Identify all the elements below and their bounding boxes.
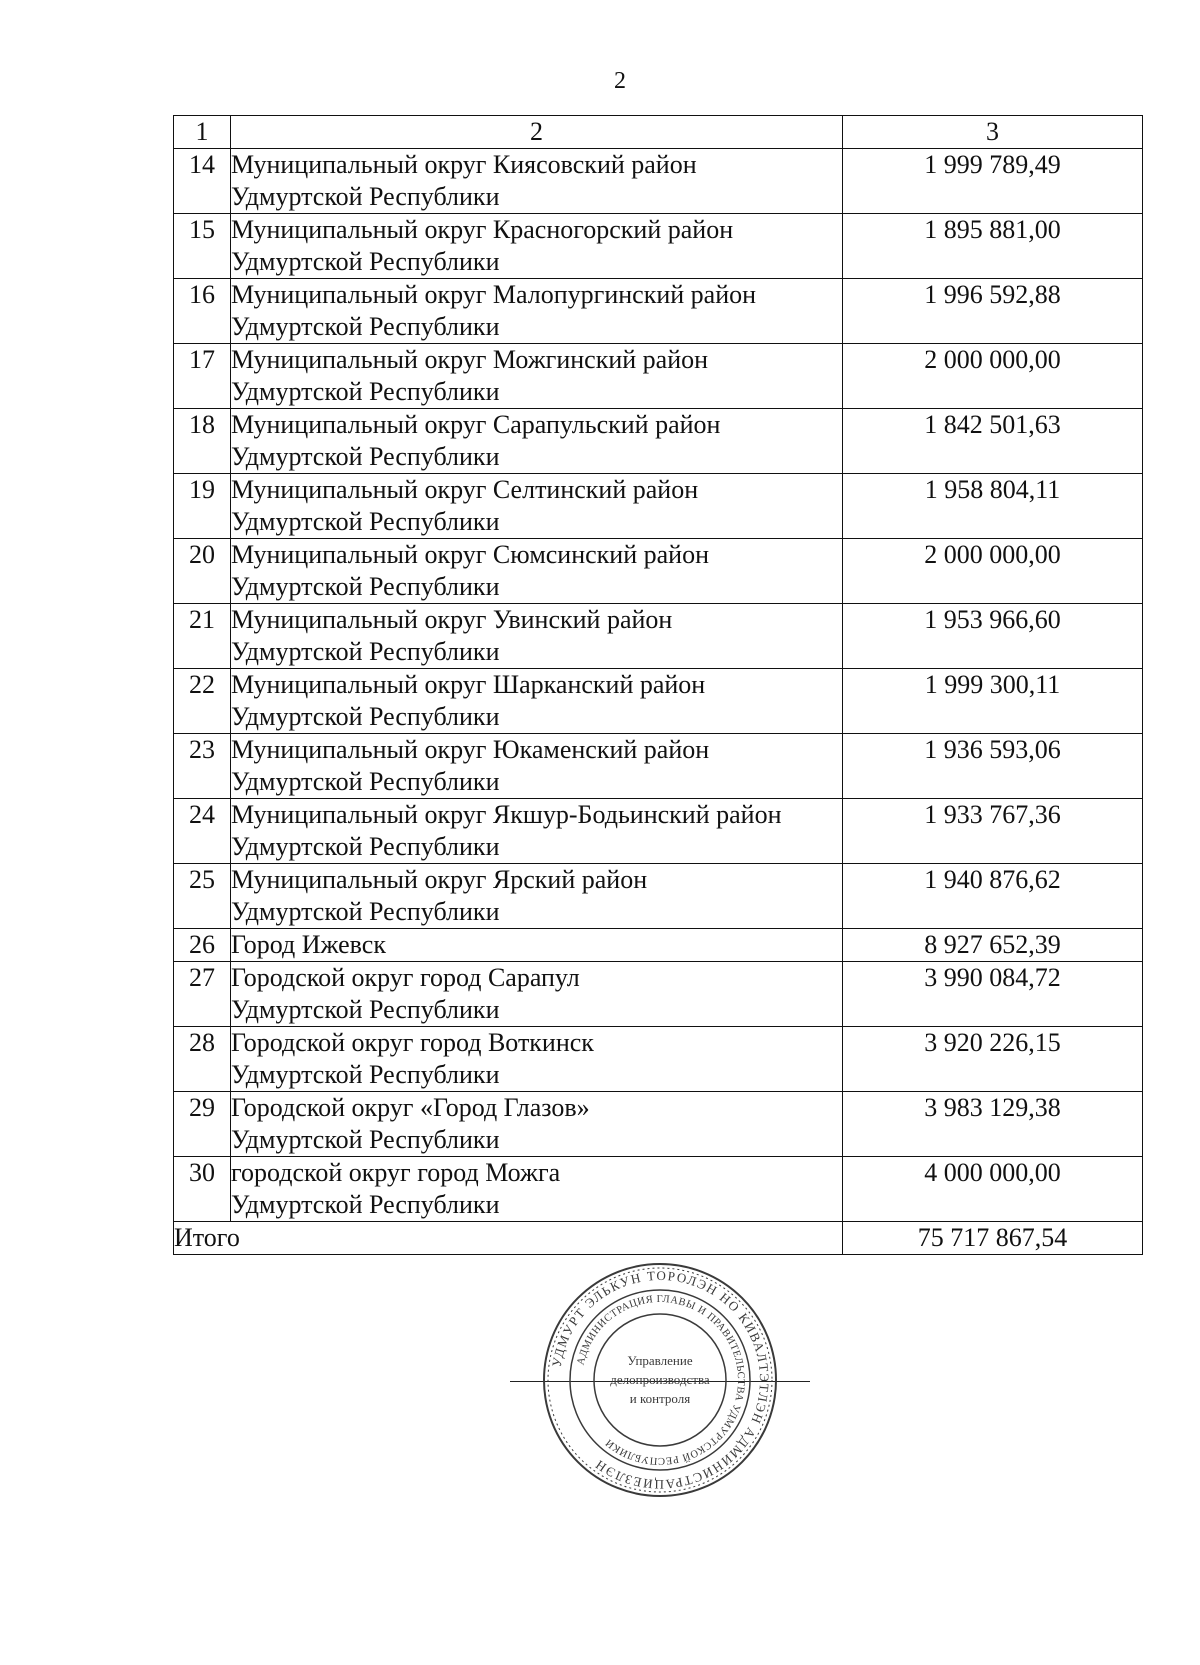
row-name-line-2: Удмуртской Республики (231, 182, 500, 211)
row-name-line-2: Удмуртской Республики (231, 312, 500, 341)
row-amount: 1 999 300,11 (843, 669, 1143, 734)
row-name-line-1: Муниципальный округ Красногорский район (231, 215, 734, 244)
row-number: 23 (174, 734, 231, 799)
row-name (231, 409, 843, 474)
row-name-line-1: Городской округ город Воткинск (231, 1028, 594, 1057)
row-name-line-2: Удмуртской Республики (231, 247, 500, 276)
row-name (231, 734, 843, 799)
row-name-line-1: Муниципальный округ Ярский район (231, 865, 648, 894)
row-amount: 1 936 593,06 (843, 734, 1143, 799)
row-name (231, 864, 843, 929)
row-name-line-1: городской округ город Можга (231, 1158, 561, 1187)
row-name-line-1: Муниципальный округ Можгинский район (231, 345, 709, 374)
row-name-line-2: Удмуртской Республики (231, 1060, 500, 1089)
row-name-line-1: Муниципальный округ Юкаменский район (231, 735, 710, 764)
table-row (174, 474, 1143, 539)
row-amount: 4 000 000,00 (843, 1157, 1143, 1222)
row-name-line-2: Удмуртской Республики (231, 832, 500, 861)
row-name-line-2: Удмуртской Республики (231, 995, 500, 1024)
row-name (231, 279, 843, 344)
row-number: 16 (174, 279, 231, 344)
seal-outer-text: УДМУРТ ЭЛЬКУН ТОРОЛЭН НО КИВАЛТЭТЛЭН АДМИНИСТРАЦИЕЗЛЭН (548, 1267, 773, 1493)
row-amount: 1 842 501,63 (843, 409, 1143, 474)
row-name-line-1: Муниципальный округ Киясовский район (231, 150, 697, 179)
header-col-2: 2 (231, 116, 843, 149)
row-name (231, 1157, 843, 1222)
total-amount: 75 717 867,54 (843, 1222, 1143, 1255)
table-row (174, 1157, 1143, 1222)
table-row (174, 734, 1143, 799)
row-name-line-1: Городской округ город Сарапул (231, 963, 580, 992)
row-name-line-1: Муниципальный округ Селтинский район (231, 475, 699, 504)
table-row (174, 1092, 1143, 1157)
row-name-line-1: Муниципальный округ Якшур-Бодьинский район (231, 800, 782, 829)
row-name-line-2: Удмуртской Республики (231, 377, 500, 406)
table-row (174, 669, 1143, 734)
row-name (231, 539, 843, 604)
row-amount: 3 920 226,15 (843, 1027, 1143, 1092)
row-number: 27 (174, 962, 231, 1027)
row-name (231, 604, 843, 669)
table-row (174, 214, 1143, 279)
row-name (231, 929, 843, 962)
table-row (174, 279, 1143, 344)
header-col-3: 3 (843, 116, 1143, 149)
total-row (174, 1222, 1143, 1255)
row-name (231, 799, 843, 864)
row-name-line-2: Удмуртской Республики (231, 507, 500, 536)
table-row (174, 1027, 1143, 1092)
row-number: 18 (174, 409, 231, 474)
row-name-line-2: Удмуртской Республики (231, 702, 500, 731)
row-name-line-1: Муниципальный округ Сюмсинский район (231, 540, 710, 569)
row-number: 22 (174, 669, 231, 734)
row-amount: 3 990 084,72 (843, 962, 1143, 1027)
row-name (231, 1092, 843, 1157)
total-label: Итого (174, 1222, 843, 1255)
row-number: 20 (174, 539, 231, 604)
row-number: 19 (174, 474, 231, 539)
row-number: 14 (174, 149, 231, 214)
row-name (231, 214, 843, 279)
page-number: 2 (614, 68, 626, 94)
table-row (174, 344, 1143, 409)
seal-inner-text: АДМИНИСТРАЦИЯ ГЛАВЫ И ПРАВИТЕЛЬСТВА УДМУРТСКОЙ РЕСПУБЛИКИ (575, 1293, 747, 1467)
row-name (231, 474, 843, 539)
header-col-1: 1 (174, 116, 231, 149)
row-number: 21 (174, 604, 231, 669)
row-amount: 1 999 789,49 (843, 149, 1143, 214)
row-number: 26 (174, 929, 231, 962)
seal-center-line-1: Управление (627, 1353, 693, 1368)
row-amount: 1 940 876,62 (843, 864, 1143, 929)
row-name-line-1: Городской округ «Город Глазов» (231, 1093, 590, 1122)
row-name-line-2: Удмуртской Республики (231, 637, 500, 666)
row-number: 30 (174, 1157, 231, 1222)
row-amount: 1 933 767,36 (843, 799, 1143, 864)
table-row (174, 962, 1143, 1027)
row-name (231, 344, 843, 409)
row-name (231, 669, 843, 734)
table-row (174, 409, 1143, 474)
official-seal (540, 1260, 780, 1500)
row-amount: 2 000 000,00 (843, 539, 1143, 604)
row-name-line-2: Удмуртской Республики (231, 897, 500, 926)
row-number: 15 (174, 214, 231, 279)
table-row (174, 539, 1143, 604)
row-name-line-1: Муниципальный округ Увинский район (231, 605, 673, 634)
table-row (174, 799, 1143, 864)
row-amount: 8 927 652,39 (843, 929, 1143, 962)
table-row (174, 929, 1143, 962)
row-name-line-1: Город Ижевск (231, 930, 386, 959)
row-number: 24 (174, 799, 231, 864)
row-name-line-2: Удмуртской Республики (231, 442, 500, 471)
row-name-line-1: Муниципальный округ Шарканский район (231, 670, 706, 699)
row-amount: 1 958 804,11 (843, 474, 1143, 539)
table-body (174, 149, 1143, 1222)
row-number: 28 (174, 1027, 231, 1092)
row-amount: 3 983 129,38 (843, 1092, 1143, 1157)
table-row (174, 864, 1143, 929)
row-name-line-2: Удмуртской Республики (231, 1190, 500, 1219)
table-row (174, 604, 1143, 669)
row-name (231, 1027, 843, 1092)
row-name (231, 962, 843, 1027)
header-row (174, 116, 1143, 149)
seal-center-line-2: делопроизводства (610, 1372, 710, 1387)
row-name-line-1: Муниципальный округ Сарапульский район (231, 410, 721, 439)
row-name-line-2: Удмуртской Республики (231, 1125, 500, 1154)
row-number: 25 (174, 864, 231, 929)
row-amount: 1 953 966,60 (843, 604, 1143, 669)
row-name-line-2: Удмуртской Республики (231, 572, 500, 601)
row-name-line-1: Муниципальный округ Малопургинский район (231, 280, 757, 309)
row-number: 17 (174, 344, 231, 409)
row-amount: 1 895 881,00 (843, 214, 1143, 279)
seal-center-line-3: и контроля (629, 1391, 691, 1406)
row-number: 29 (174, 1092, 231, 1157)
row-name (231, 149, 843, 214)
row-amount: 1 996 592,88 (843, 279, 1143, 344)
allocation-table (173, 115, 1143, 1255)
table-row (174, 149, 1143, 214)
row-name-line-2: Удмуртской Республики (231, 767, 500, 796)
row-amount: 2 000 000,00 (843, 344, 1143, 409)
